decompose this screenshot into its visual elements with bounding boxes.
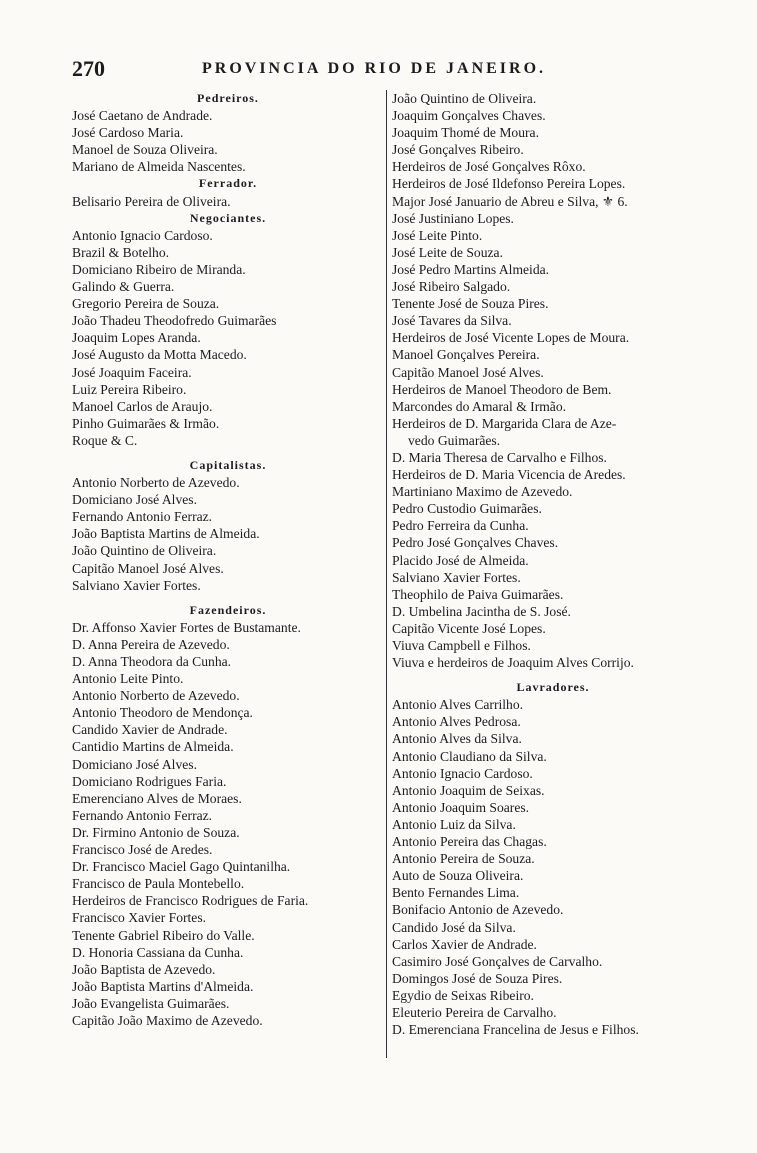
list-item: Francisco de Paula Montebello.: [72, 876, 245, 892]
list-item: José Leite Pinto.: [392, 227, 483, 243]
list-item: Theophilo de Paiva Guimarães.: [392, 586, 564, 602]
list-item: Cantidio Martins de Almeida.: [72, 739, 234, 755]
list-item: José Augusto da Motta Macedo.: [72, 347, 247, 363]
list-item: Belisario Pereira de Oliveira.: [72, 193, 231, 209]
list-item: Domiciano Ribeiro de Miranda.: [72, 261, 246, 277]
list-item: Francisco Xavier Fortes.: [72, 910, 207, 926]
list-item: José Cardoso Maria.: [72, 125, 184, 141]
list-item: José Pedro Martins Almeida.: [392, 261, 550, 277]
list-item: João Baptista de Azevedo.: [72, 961, 216, 977]
list-item: Manoel Carlos de Araujo.: [72, 398, 213, 414]
list-item: José Caetano de Andrade.: [72, 108, 213, 124]
list-item: José Leite de Souza.: [392, 244, 503, 260]
list-item: Domiciano José Alves.: [72, 756, 197, 772]
list-item: Salviano Xavier Fortes.: [392, 569, 521, 585]
list-item: Tenente Gabriel Ribeiro do Valle.: [72, 927, 255, 943]
list-item: João Baptista Martins de Almeida.: [72, 526, 260, 542]
list-item: Antonio Claudiano da Silva.: [392, 748, 547, 764]
list-item-continuation: vedo Guimarães.: [408, 432, 501, 448]
list-item: Francisco José de Aredes.: [72, 842, 213, 858]
list-item: Antonio Ignacio Cardoso.: [392, 765, 533, 781]
list-item: D. Anna Theodora da Cunha.: [72, 654, 232, 669]
list-item: D. Anna Pereira de Azevedo.: [72, 636, 230, 652]
list-item: Herdeiros de José Gonçalves Rôxo.: [392, 159, 586, 175]
list-item: Pedro Custodio Guimarães.: [392, 501, 542, 517]
list-item: José Justiniano Lopes.: [392, 210, 514, 226]
list-item: Herdeiros de José Vicente Lopes de Moura.: [392, 330, 630, 346]
list-item: Casimiro José Gonçalves de Carvalho.: [392, 953, 603, 969]
list-item: Domiciano Rodrigues Faria.: [72, 773, 227, 789]
section-heading-negociantes: Negociantes.: [189, 210, 267, 225]
list-item: Luiz Pereira Ribeiro.: [72, 381, 187, 397]
list-item: Joaquim Lopes Aranda.: [72, 330, 201, 346]
list-item: Herdeiros de D. Margarida Clara de Aze-: [392, 415, 617, 431]
section-heading-lavradores: Lavradores.: [516, 680, 590, 695]
list-item: João Baptista Martins d'Almeida.: [72, 978, 254, 994]
list-item: Antonio Joaquim Soares.: [392, 799, 530, 815]
list-item: Pedro José Gonçalves Chaves.: [392, 535, 559, 551]
list-item: Antonio Alves Pedrosa.: [392, 714, 521, 730]
section-heading-ferrador: Ferrador.: [198, 176, 258, 191]
list-item: Martiniano Maximo de Azevedo.: [392, 484, 573, 500]
list-item: Antonio Pereira das Chagas.: [392, 834, 547, 850]
left-column: [72, 90, 384, 1029]
list-item: Galindo & Guerra.: [72, 279, 175, 295]
list-item: Candido José da Silva.: [392, 919, 516, 935]
list-item: Viuva Campbell e Filhos.: [392, 638, 531, 653]
list-item: Tenente José de Souza Pires.: [392, 296, 549, 312]
section-heading-capitalistas: Capitalistas.: [189, 457, 267, 472]
list-item: Fernando Antonio Ferraz.: [72, 509, 213, 525]
list-item: Pedro Ferreira da Cunha.: [392, 518, 529, 534]
page-number: 270: [72, 56, 105, 81]
list-item: José Joaquim Faceira.: [72, 364, 192, 380]
list-item: Viuva e herdeiros de Joaquim Alves Corrijo.: [392, 655, 634, 671]
list-item: Capitão João Maximo de Azevedo.: [72, 1012, 263, 1028]
list-item: Major José Januario de Abreu e Silva, ⚜ 6.: [392, 193, 628, 209]
list-item: Salviano Xavier Fortes.: [72, 577, 201, 593]
list-item: Antonio Pereira de Souza.: [392, 851, 535, 867]
list-item: Bonifacio Antonio de Azevedo.: [392, 902, 564, 918]
list-item: Domiciano José Alves.: [72, 492, 197, 508]
list-item: João Quintino de Oliveira.: [392, 91, 537, 106]
list-item: Egydio de Seixas Ribeiro.: [392, 987, 534, 1003]
list-item: Pinho Guimarães & Irmão.: [72, 415, 220, 431]
list-item: Candido Xavier de Andrade.: [72, 722, 228, 738]
list-item: José Tavares da Silva.: [392, 313, 512, 329]
list-item: Dr. Affonso Xavier Fortes de Bustamante.: [72, 619, 301, 635]
section-heading-pedreiros: Pedreiros.: [197, 91, 259, 105]
list-item: Roque & C.: [72, 432, 138, 448]
running-title: PROVINCIA DO RIO DE JANEIRO.: [202, 60, 547, 77]
list-item: Mariano de Almeida Nascentes.: [72, 159, 246, 175]
list-item: Antonio Ignacio Cardoso.: [72, 227, 213, 243]
list-item: Joaquim Thomé de Moura.: [392, 125, 539, 141]
list-item: Auto de Souza Oliveira.: [392, 868, 524, 884]
right-column: [392, 90, 714, 1038]
list-item: João Evangelista Guimarães.: [72, 995, 230, 1011]
list-item: Antonio Theodoro de Mendonça.: [72, 705, 253, 721]
list-item: Emerenciano Alves de Moraes.: [72, 790, 242, 806]
list-item: Capitão Manoel José Alves.: [392, 364, 544, 380]
list-item: Antonio Alves da Silva.: [392, 731, 522, 747]
list-item: Antonio Leite Pinto.: [72, 671, 184, 687]
list-item: D. Emerenciana Francelina de Jesus e Filhos.: [392, 1022, 639, 1038]
list-item: Placido José de Almeida.: [392, 552, 529, 568]
list-item: José Ribeiro Salgado.: [392, 279, 511, 295]
list-item: Carlos Xavier de Andrade.: [392, 936, 537, 952]
page-header: [72, 56, 712, 86]
list-item: Dr. Firmino Antonio de Souza.: [72, 824, 240, 840]
list-item: Manoel de Souza Oliveira.: [72, 142, 218, 158]
list-item: D. Maria Theresa de Carvalho e Filhos.: [392, 449, 607, 465]
list-item: José Gonçalves Ribeiro.: [392, 142, 524, 158]
list-item: Bento Fernandes Lima.: [392, 885, 520, 901]
list-item: Herdeiros de José Ildefonso Pereira Lopes.: [392, 176, 626, 192]
section-heading-fazendeiros: Fazendeiros.: [189, 602, 267, 617]
list-item: Herdeiros de Francisco Rodrigues de Faria.: [72, 893, 309, 909]
list-item: D. Umbelina Jacintha de S. José.: [392, 603, 571, 619]
list-item: Fernando Antonio Ferraz.: [72, 807, 213, 823]
list-item: Capitão Manoel José Alves.: [72, 560, 224, 576]
list-item: Manoel Gonçalves Pereira.: [392, 347, 540, 363]
list-item: Herdeiros de Manoel Theodoro de Bem.: [392, 381, 612, 397]
list-item: João Quintino de Oliveira.: [72, 543, 217, 559]
list-item: Capitão Vicente José Lopes.: [392, 620, 546, 636]
list-item: Dr. Francisco Maciel Gago Quintanilha.: [72, 859, 291, 875]
list-item: Marcondes do Amaral & Irmão.: [392, 398, 567, 414]
list-item: Antonio Norberto de Azevedo.: [72, 475, 240, 491]
column-divider: [386, 90, 387, 1058]
list-item: Eleuterio Pereira de Carvalho.: [392, 1004, 557, 1020]
list-item: Brazil & Botelho.: [72, 244, 170, 260]
list-item: Herdeiros de D. Maria Vicencia de Aredes.: [392, 467, 626, 483]
list-item: Antonio Luiz da Silva.: [392, 816, 516, 832]
list-item: Gregorio Pereira de Souza.: [72, 296, 220, 312]
list-item: Domingos José de Souza Pires.: [392, 970, 563, 986]
list-item: Antonio Norberto de Azevedo.: [72, 688, 240, 704]
list-item: D. Honoria Cassiana da Cunha.: [72, 944, 244, 960]
list-item: Joaquim Gonçalves Chaves.: [392, 108, 546, 124]
list-item: Antonio Joaquim de Seixas.: [392, 782, 545, 798]
list-item: João Thadeu Theodofredo Guimarães: [72, 313, 277, 329]
list-item: Antonio Alves Carrilho.: [392, 697, 524, 713]
